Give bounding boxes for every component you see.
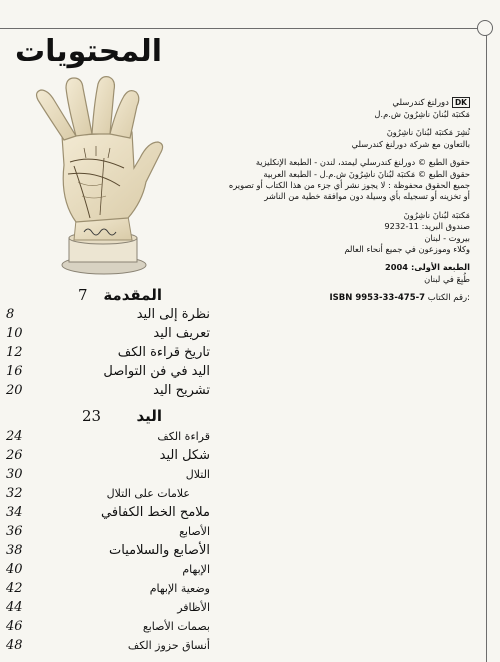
toc-page-number: 26 [6,448,23,463]
isbn-value: ISBN 9953-33-475-7 [329,293,426,303]
printed-line: طُبِعَ في لبنان [424,273,470,284]
credit-line: حقوق الطبع © دورلنغ كندرسلي ليمتد، لندن - الطبعة الإنكليزية [255,157,470,168]
toc-page-number: 44 [6,600,23,615]
toc-page-number: 20 [6,383,23,398]
toc-entry[interactable] [6,465,210,485]
toc-entry[interactable] [6,324,210,344]
toc-page-number: 30 [6,467,23,482]
isbn-label: رقم الكتاب: [427,293,470,303]
toc-page-number: 8 [6,307,15,322]
toc-entry-label: علامات على التلال [106,487,190,500]
toc-entry-label: ملامح الخط الكفافي [101,505,210,520]
palmistry-hand-illustration [24,70,174,280]
toc-entry[interactable] [6,617,210,637]
toc-page-number: 46 [6,619,23,634]
toc-entry[interactable] [6,560,210,580]
section-page-hand: 23 [82,407,102,425]
page-title: المحتويات [14,34,162,69]
toc-page-number: 32 [6,486,23,501]
toc-entry-label: تاريخ قراءة الكف [117,345,210,360]
toc-entry-label: اليد في فن التواصل [103,364,210,379]
credit-line: صندوق البريد: 11-9232 [384,221,470,232]
toc-entry-label: بصمات الأصابع [142,620,210,633]
section-title-introduction: المقدمة [103,286,162,304]
toc-entry[interactable] [6,305,210,325]
credit-line: جميع الحقوق محفوظة : لا يجوز نشر أي جزء من هذا الكتاب أو تصويره [228,180,470,191]
toc-entry[interactable] [6,381,210,401]
toc-page-number: 48 [6,638,23,653]
toc-entry[interactable] [6,484,190,504]
toc-page-number: 36 [6,524,23,539]
credit-line: مَكتبَة لبُنانَ ناشِرُونَ [403,209,470,220]
toc-page-number: 40 [6,562,23,577]
top-border-line [0,28,486,29]
toc-entry-label: تعريف اليد [153,326,210,341]
toc-entry[interactable] [6,579,210,599]
toc-entry[interactable] [6,343,210,363]
toc-page-number: 16 [6,364,23,379]
toc-entry-label: قراءة الكف [157,430,210,443]
toc-entry[interactable] [6,446,210,466]
dk-logo: DK [452,97,470,108]
toc-entry[interactable] [6,427,210,447]
credit-line: مَكتبَة لبُنانَ ناشِرُونَ ش.م.ل [374,109,470,119]
credit-line: بالتعاون مع شركة دورلنغ كندرسلي [351,138,470,149]
toc-entry-label: شكل اليد [159,448,210,463]
toc-entry-label: الأصابع والسلاميات [109,543,210,558]
section-title-hand: اليد [136,407,162,425]
credit-line: وكلاء وموزعون في جميع أنحاء العالم [344,244,470,255]
toc-page-number: 34 [6,505,23,520]
toc-entry-label: تشريح اليد [153,383,210,398]
right-border-line [486,28,487,662]
toc-entry[interactable] [6,503,210,523]
toc-entry-label: الأظافر [177,601,210,614]
isbn-line [286,293,470,303]
toc-entry-label: نظرة إلى اليد [136,307,210,322]
credit-line: حقوق الطبع © مَكتبَة لبُنانَ ناشِرُونَ ش.م.ل - الطبعة العربية [263,168,470,179]
toc-entry-label: الإبهام [182,563,210,576]
toc-page-number: 10 [6,326,23,341]
binder-ring-icon [477,20,493,36]
toc-entry-label: وضعية الإبهام [149,582,210,595]
credit-line: نُشِرَ مَكتبَة لبُنانَ ناشِرُونَ [386,127,470,138]
toc-entry[interactable] [6,522,210,542]
dk-credit: DKدورلنغ كندرسلي [218,97,470,109]
toc-entry-label: أنساق حزوز الكف [127,639,210,652]
toc-entry-label: التلال [185,468,210,481]
toc-page-number: 24 [6,429,23,444]
toc-entry[interactable] [6,541,210,561]
toc-entry-label: الأصابع [179,525,210,538]
toc-entry[interactable] [6,598,210,618]
toc-entry[interactable] [6,362,210,382]
toc-entry[interactable] [6,636,210,656]
toc-page-number: 38 [6,543,23,558]
toc-page-number: 12 [6,345,23,360]
edition-line: الطبعة الأولى: 2004 [384,262,470,273]
credit-line: أو تخزينه أو تسجيله بأي وسيلة دون موافقة خطية من الناشر [264,191,470,202]
section-page-introduction: 7 [78,286,88,304]
toc-page-number: 42 [6,581,23,596]
credit-line: بيروت - لبنان [424,232,470,243]
publisher-credits [218,97,470,285]
